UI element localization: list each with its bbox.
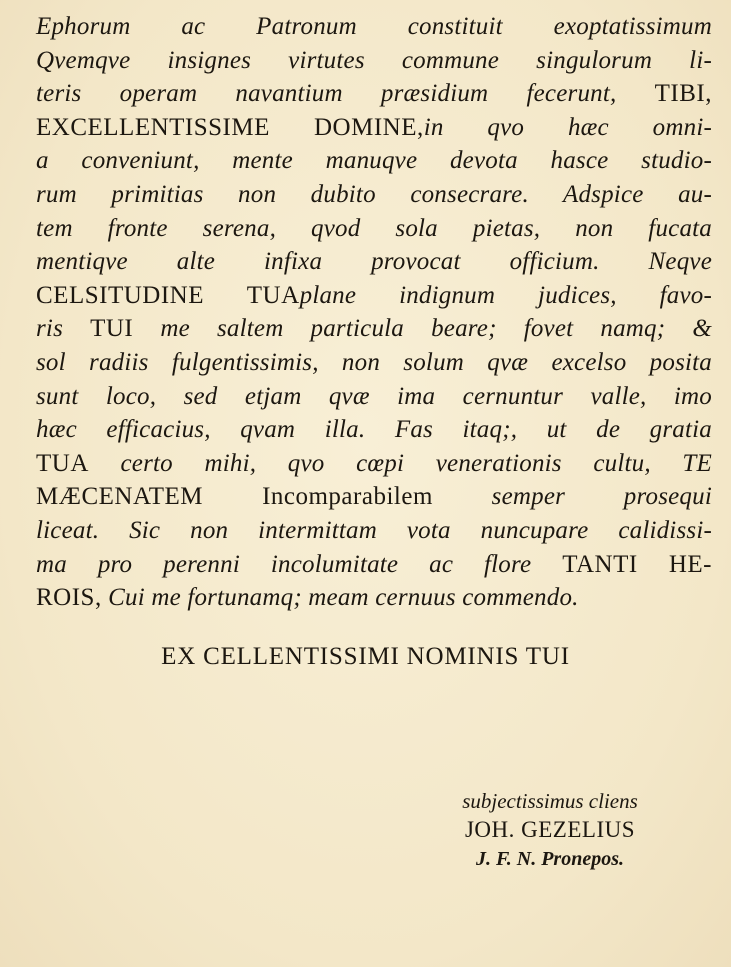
text-line: hæc efficacius, qvam illa. Fas itaq;, ut de gratia: [36, 416, 712, 444]
text-line: ma pro perenni incolumitate ac flore TANTI HE-: [36, 550, 712, 578]
signature-title: J. F. N. Pronepos.: [476, 848, 624, 870]
text-line: TUA certo mihi, qvo cœpi venerationis cultu, TE: [36, 449, 712, 477]
text-line: a conveniunt, mente manuqve devota hasce studio-: [36, 147, 712, 175]
text-line: sunt loco, sed etjam qvæ ima cernuntur valle, imo: [36, 382, 712, 410]
text-line: CELSITUDINE TUAplane indignum judices, favo-: [36, 281, 712, 309]
dedication-body: [36, 10, 712, 615]
text-line: rum primitias non dubito consecrare. Adspice au-: [36, 180, 712, 208]
text-line: tem fronte serena, qvod sola pietas, non fucata: [36, 214, 712, 242]
text-line: ris TUI me saltem particula beare; fovet namq; &: [36, 315, 712, 343]
text-line: mentiqve alte infixa provocat officium. Neqve: [36, 248, 712, 276]
text-line: Ephorum ac Patronum constituit exoptatissimum: [36, 13, 712, 40]
text-line: EXCELLENTISSIME DOMINE,in qvo hæc omni-: [36, 113, 712, 141]
text-line: liceat. Sic non intermittam vota nuncupare calidissi-: [36, 516, 712, 544]
closing-heading: EX CELLENTISSIMI NOMINIS TUI: [161, 643, 570, 670]
text-line: MÆCENATEM Incomparabilem semper prosequi: [36, 483, 712, 511]
text-line: ROIS, Cui me fortunamq; meam cernuus commendo.: [36, 584, 579, 612]
signature-block: [420, 787, 680, 873]
text-line: Qvemqve insignes virtutes commune singulorum li-: [36, 46, 712, 74]
signature-cliens: subjectissimus cliens: [462, 789, 638, 813]
text-line: teris operam navantium præsidium fecerunt, TIBI,: [36, 80, 712, 108]
signature-name: JOH. GEZELIUS: [464, 817, 636, 842]
text-line: sol radiis fulgentissimis, non solum qvæ excelso posita: [36, 348, 712, 376]
